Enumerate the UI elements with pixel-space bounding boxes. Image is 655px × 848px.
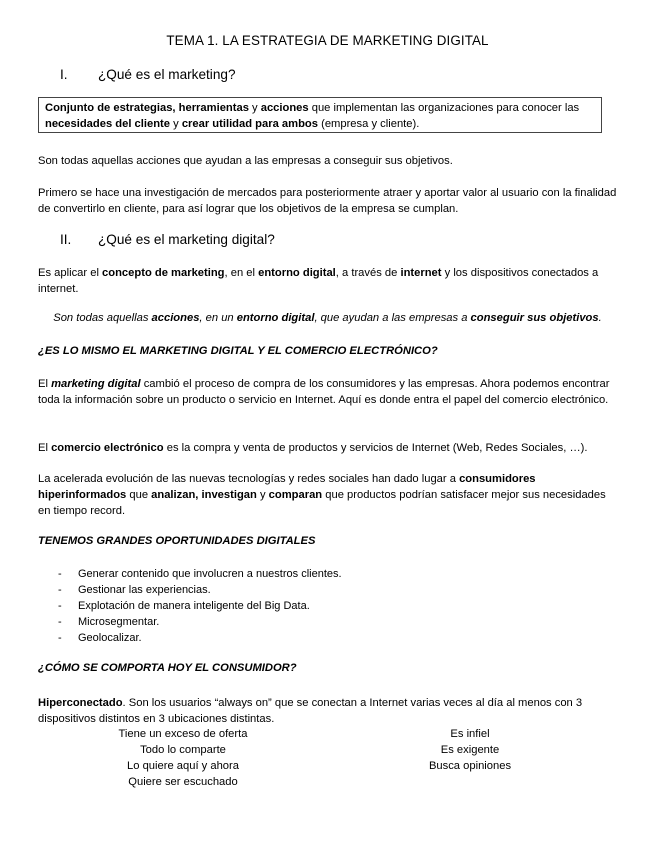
consumer-traits-left bbox=[103, 726, 263, 790]
text: Son todas aquellas bbox=[53, 312, 152, 324]
trait-item: Es infiel bbox=[450, 728, 490, 740]
text: El bbox=[38, 378, 52, 390]
text: Es aplicar el bbox=[38, 267, 103, 279]
bullet-dash: - bbox=[58, 584, 62, 596]
section-heading-opportunities: TENEMOS GRANDES OPORTUNIDADES DIGITALES bbox=[38, 535, 316, 547]
bullet-dash: - bbox=[58, 568, 62, 580]
heading-digital-marketing bbox=[60, 232, 275, 247]
text: , a través de bbox=[335, 267, 401, 279]
bold-text: consumidores hiperinformados bbox=[38, 473, 536, 501]
heading-number: II. bbox=[60, 232, 72, 247]
trait-item: Quiere ser escuchado bbox=[128, 776, 238, 788]
text: , que ayudan a las empresas a bbox=[314, 312, 471, 324]
consumer-traits-right bbox=[410, 726, 530, 774]
list-item-text: Geolocalizar. bbox=[78, 632, 142, 644]
bullet-dash: - bbox=[58, 632, 62, 644]
section-heading-consumer: ¿CÓMO SE COMPORTA HOY EL CONSUMIDOR? bbox=[38, 662, 297, 674]
bold-text: crear utilidad para ambos bbox=[181, 117, 318, 130]
bold-text: conseguir sus objetivos bbox=[470, 312, 599, 324]
paragraph-marketing-digital bbox=[38, 376, 618, 408]
bold-text: internet bbox=[400, 267, 442, 279]
heading-text: ¿Qué es el marketing? bbox=[98, 67, 236, 82]
heading-marketing bbox=[60, 67, 236, 82]
text: , en el bbox=[224, 267, 259, 279]
list-item-text: Explotación de manera inteligente del Big Data. bbox=[78, 600, 310, 612]
opportunities-list bbox=[38, 566, 342, 646]
list-item-text: Generar contenido que involucren a nuestros clientes. bbox=[78, 568, 342, 580]
text: y bbox=[170, 117, 182, 130]
paragraph-evolution bbox=[38, 471, 618, 519]
trait-item: Busca opiniones bbox=[428, 760, 512, 772]
trait-item: Lo quiere aquí y ahora bbox=[127, 760, 239, 772]
text: y bbox=[256, 489, 269, 501]
bold-text: analizan, investigan bbox=[151, 489, 257, 501]
list-item bbox=[38, 630, 342, 646]
bold-text: marketing digital bbox=[51, 378, 141, 390]
bullet-dash: - bbox=[58, 616, 62, 628]
text: y bbox=[248, 102, 261, 114]
text: es la compra y venta de productos y servicios de Internet (Web, Redes Sociales, …). bbox=[163, 442, 588, 454]
list-item-text: Microsegmentar. bbox=[78, 616, 160, 628]
text: que bbox=[126, 489, 152, 501]
text: (empresa y cliente). bbox=[317, 117, 420, 130]
section-heading-ecommerce: ¿ES LO MISMO EL MARKETING DIGITAL Y EL COMERCIO ELECTRÓNICO? bbox=[38, 345, 438, 357]
list-item bbox=[38, 598, 342, 614]
definition-box bbox=[38, 97, 602, 133]
bold-text: acciones bbox=[151, 312, 200, 324]
bold-text: comercio electrónico bbox=[51, 442, 164, 454]
trait-item: Todo lo comparte bbox=[140, 744, 226, 756]
text: cambió el proceso de compra de los consumidores y las empresas. Ahora podemos encontrar toda la información sobre un producto o servicio en Internet. Aquí es donde entra el papel del comercio electrónico. bbox=[38, 378, 610, 406]
bold-text: concepto de marketing bbox=[102, 267, 225, 279]
list-item bbox=[38, 582, 342, 598]
paragraph-ecommerce bbox=[38, 440, 618, 456]
list-item bbox=[38, 614, 342, 630]
bold-text: Hiperconectado bbox=[38, 697, 123, 709]
trait-item: Es exigente bbox=[440, 744, 500, 756]
bold-text: entorno digital bbox=[236, 312, 315, 324]
text: . bbox=[598, 312, 602, 324]
bold-text: entorno digital bbox=[258, 267, 336, 279]
paragraph-definition-digital bbox=[38, 265, 618, 297]
bold-text: comparan bbox=[268, 489, 323, 501]
heading-text: ¿Qué es el marketing digital? bbox=[98, 232, 275, 247]
document-title: TEMA 1. LA ESTRATEGIA DE MARKETING DIGITAL bbox=[166, 33, 489, 48]
bold-text: necesidades del cliente bbox=[45, 117, 170, 130]
text: y los dispositivos conectados a internet. bbox=[38, 267, 599, 295]
text: , en un bbox=[199, 312, 237, 324]
text: que implementan las organizaciones para conocer las bbox=[308, 102, 580, 114]
trait-item: Tiene un exceso de oferta bbox=[118, 728, 248, 740]
list-item bbox=[38, 566, 342, 582]
text: La acelerada evolución de las nuevas tecnologías y redes sociales han dado lugar a bbox=[38, 473, 460, 485]
text: . Son los usuarios “always on” que se conectan a Internet varias veces al día al menos con 3 dispositivos distintos en 3 ubicaciones distintas. bbox=[38, 697, 583, 725]
paragraph-hyperconnected bbox=[38, 695, 618, 727]
paragraph-objectives: Son todas aquellas acciones que ayudan a las empresas a conseguir sus objetivos. bbox=[38, 155, 453, 167]
bullet-dash: - bbox=[58, 600, 62, 612]
text: que productos podrían satisfacer mejor sus necesidades en tiempo record. bbox=[38, 489, 606, 517]
bold-text: Conjunto de estrategias, herramientas bbox=[45, 102, 249, 114]
text: El bbox=[38, 442, 52, 454]
paragraph-research: Primero se hace una investigación de mercados para posteriormente atraer y aportar valor al usuario con la finalidad de convertirlo en cliente, para así lograr que los objetivos de la empresa se cumplan. bbox=[38, 187, 617, 215]
heading-number: I. bbox=[60, 67, 68, 82]
list-item-text: Gestionar las experiencias. bbox=[78, 584, 211, 596]
quote bbox=[0, 312, 655, 324]
bold-text: acciones bbox=[260, 102, 309, 114]
